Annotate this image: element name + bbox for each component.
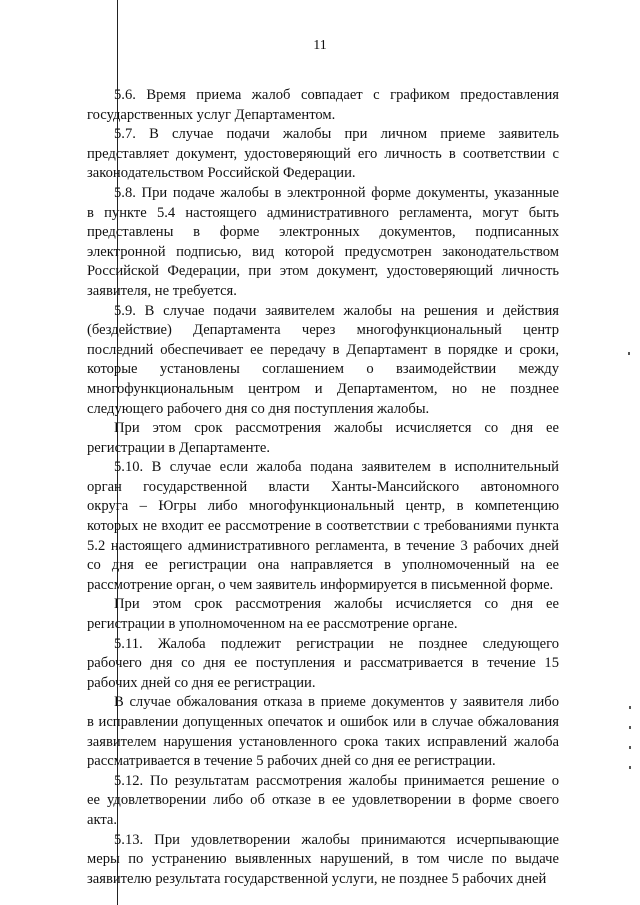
text-line: 5.9. В случае подачи заявителем жалобы на решения и действия	[114, 302, 559, 319]
text-line: многофункциональным центром и Департаментом, но не позднее	[87, 380, 559, 397]
paragraph	[87, 595, 559, 634]
text-line: государственных услуг Департаментом.	[87, 106, 336, 123]
text-line: При этом срок рассмотрения жалобы исчисляется со дня ее	[114, 596, 559, 613]
text-line: представляет документ, удостоверяющий его личность в соответствии с	[87, 145, 559, 162]
text-line: 5.6. Время приема жалоб совпадает с графиком предоставления	[114, 87, 559, 103]
text-line: последний обеспечивает ее передачу в Департамент в порядке и сроки,	[87, 341, 559, 358]
paragraph	[87, 125, 559, 184]
scan-mark	[629, 746, 631, 749]
text-line: в пункте 5.4 настоящего административного регламента, могут быть	[87, 204, 559, 221]
paragraph	[87, 772, 559, 831]
scan-mark	[629, 726, 631, 729]
text-line: 5.13. При удовлетворении жалобы принимаются исчерпывающие	[114, 831, 559, 848]
text-line: округа – Югры либо многофункциональный центр, в компетенцию	[87, 498, 559, 515]
text-line: орган государственной власти Ханты-Мансийского автономного	[87, 478, 559, 495]
text-line: со дня ее регистрации она направляется в уполномоченный на ее	[87, 557, 559, 574]
text-line: рассмотрение орган, о чем заявитель информируется в письменной форме.	[87, 576, 554, 593]
text-line: которых не входит ее рассмотрение в соответствии с требованиями пункта	[87, 518, 559, 535]
text-line: заявителю результата государственной услуги, не позднее 5 рабочих дней	[87, 870, 547, 887]
text-line: Российской Федерации, при этом документ, удостоверяющий личность	[87, 263, 559, 280]
document-body	[87, 86, 559, 889]
text-line: регистрации в Департаменте.	[87, 439, 271, 456]
text-line: которые установлены соглашением о взаимодействии между	[87, 361, 559, 378]
text-line: 5.10. В случае если жалоба подана заявителем в исполнительный	[114, 459, 559, 476]
text-line: заявителя, не требуется.	[87, 282, 237, 299]
paragraph	[87, 635, 559, 694]
text-line: акта.	[87, 811, 118, 828]
text-line: меры по устранению выявленных нарушений, в том числе по выдаче	[87, 851, 559, 868]
text-line: 5.7. В случае подачи жалобы при личном приеме заявитель	[114, 126, 559, 143]
text-line: (бездействие) Департамента через многофункциональный центр	[87, 322, 559, 339]
text-line: 5.8. При подаче жалобы в электронной форме документы, указанные	[114, 184, 559, 201]
text-line: 5.12. По результатам рассмотрения жалобы принимается решение о	[114, 772, 559, 789]
text-line: заявителем нарушения установленного срока таких исправлений жалоба	[87, 733, 559, 750]
text-line: ее удовлетворении либо об отказе в ее удовлетворении в форме своего	[87, 792, 559, 809]
scan-mark	[629, 706, 631, 709]
text-line: представлены в форме электронных документов, подписанных	[87, 224, 559, 241]
paragraph	[87, 302, 559, 420]
paragraph	[87, 831, 559, 890]
paragraph	[87, 458, 559, 595]
text-line: При этом срок рассмотрения жалобы исчисляется со дня ее	[114, 420, 559, 437]
text-line: рассматривается в течение 5 рабочих дней со дня ее регистрации.	[87, 753, 496, 770]
text-line: следующего рабочего дня со дня поступления жалобы.	[87, 400, 430, 417]
paragraph	[87, 419, 559, 458]
text-line: электронной подписью, вид которой предусмотрен законодательством	[87, 243, 559, 260]
text-line: рабочего дня со дня ее поступления и рассматривается в течение 15	[87, 655, 559, 672]
paragraph	[87, 693, 559, 771]
scan-mark	[629, 766, 631, 769]
paragraph	[87, 184, 559, 302]
text-line: в исправлении допущенных опечаток и ошибок или в случае обжалования	[87, 714, 559, 730]
page-number: 11	[313, 38, 327, 53]
paragraph	[87, 86, 559, 125]
text-line: 5.2 настоящего административного регламента, в течение 3 рабочих дней	[87, 537, 559, 554]
text-line: рабочих дней со дня ее регистрации.	[87, 674, 316, 691]
scan-mark	[628, 352, 630, 355]
text-line: регистрации в уполномоченном на ее рассмотрение органе.	[87, 616, 458, 633]
text-line: В случае обжалования отказа в приеме документов у заявителя либо	[114, 694, 559, 711]
text-line: законодательством Российской Федерации.	[87, 165, 356, 182]
text-line: 5.11. Жалоба подлежит регистрации не позднее следующего	[114, 635, 559, 652]
